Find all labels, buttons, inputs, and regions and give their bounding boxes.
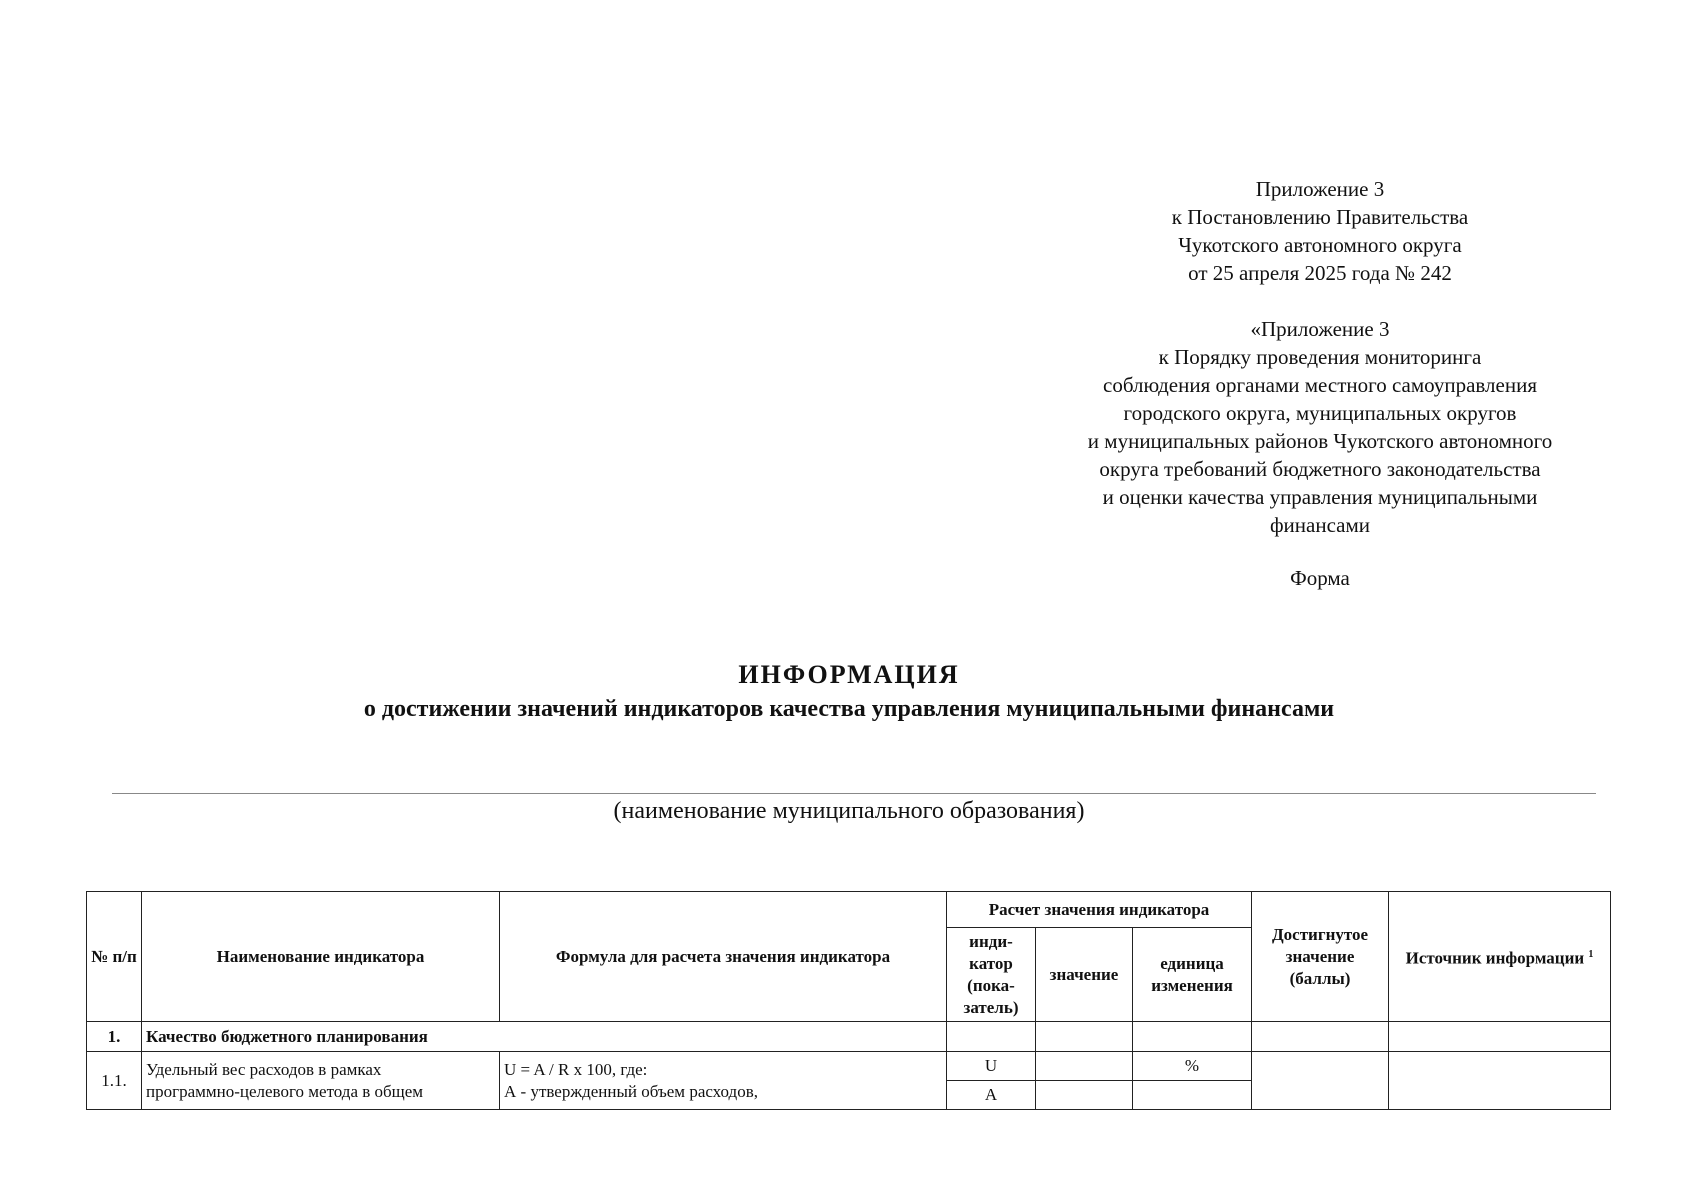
header-source-label: Источник информации xyxy=(1405,948,1585,968)
approval-block-government-decree xyxy=(1030,175,1610,287)
approval-line: финансами xyxy=(1269,513,1371,537)
header-unit: единица изменения xyxy=(1133,928,1252,1022)
header-calc-group: Расчет значения индикатора xyxy=(947,892,1252,928)
row-indicator-symbol: A xyxy=(947,1081,1036,1110)
header-achieved: Достигнутое значение (баллы) xyxy=(1252,892,1389,1022)
approval-line: Чукотского автономного округа xyxy=(1178,233,1462,257)
row-unit xyxy=(1133,1081,1252,1110)
table-cell xyxy=(1389,1022,1611,1052)
municipality-caption: (наименование муниципального образования) xyxy=(613,798,1085,824)
table-cell xyxy=(947,1022,1036,1052)
header-indicator-name: Наименование индикатора xyxy=(142,892,500,1022)
header-value: значение xyxy=(1036,928,1133,1022)
row-formula-line: U = A / R x 100, где: xyxy=(504,1059,648,1079)
approval-line: к Порядку проведения мониторинга xyxy=(1158,345,1482,369)
section-title: Качество бюджетного планирования xyxy=(142,1022,947,1052)
table-row xyxy=(87,1052,1611,1081)
table-section-row xyxy=(87,1022,1611,1052)
approval-line: «Приложение 3 xyxy=(1250,317,1390,341)
header-source xyxy=(1389,892,1611,1022)
table-cell xyxy=(1133,1022,1252,1052)
table-header-row xyxy=(87,892,1611,928)
row-indicator-name-line: программно-целевого метода в общем xyxy=(146,1081,424,1101)
approval-line: от 25 апреля 2025 года № 242 xyxy=(1188,261,1452,285)
municipality-fill-line xyxy=(112,793,1596,794)
form-label: Форма xyxy=(1290,566,1350,590)
row-formula xyxy=(500,1052,947,1110)
approval-line: соблюдения органами местного самоуправления xyxy=(1103,373,1537,397)
table-cell xyxy=(1252,1022,1389,1052)
document-title: ИНФОРМАЦИЯ xyxy=(738,660,960,689)
row-unit: % xyxy=(1133,1052,1252,1081)
section-num: 1. xyxy=(87,1022,142,1052)
approval-line: Приложение 3 xyxy=(1255,177,1385,201)
document-subtitle: о достижении значений индикаторов качества управления муниципальными финансами xyxy=(363,696,1335,722)
row-value xyxy=(1036,1081,1133,1110)
footnote-marker: 1 xyxy=(1588,948,1594,960)
row-num: 1.1. xyxy=(87,1052,142,1110)
header-indicator-symbol: инди-катор (пока-затель) xyxy=(947,928,1036,1022)
row-indicator-symbol: U xyxy=(947,1052,1036,1081)
header-formula: Формула для расчета значения индикатора xyxy=(500,892,947,1022)
approval-line: округа требований бюджетного законодательства xyxy=(1099,457,1541,481)
row-value xyxy=(1036,1052,1133,1081)
row-source xyxy=(1389,1052,1611,1110)
row-formula-line: А - утвержденный объем расходов, xyxy=(504,1081,758,1101)
row-indicator-name xyxy=(142,1052,500,1110)
approval-block-procedure xyxy=(1030,315,1610,539)
row-indicator-name-line: Удельный вес расходов в рамках xyxy=(146,1059,382,1079)
row-achieved xyxy=(1252,1052,1389,1110)
approval-line: городского округа, муниципальных округов xyxy=(1123,401,1517,425)
indicators-table xyxy=(86,891,1611,1110)
table-cell xyxy=(1036,1022,1133,1052)
approval-line: к Постановлению Правительства xyxy=(1171,205,1469,229)
approval-line: и оценки качества управления муниципальными xyxy=(1102,485,1538,509)
approval-line: и муниципальных районов Чукотского автономного xyxy=(1087,429,1553,453)
header-num: № п/п xyxy=(87,892,142,1022)
